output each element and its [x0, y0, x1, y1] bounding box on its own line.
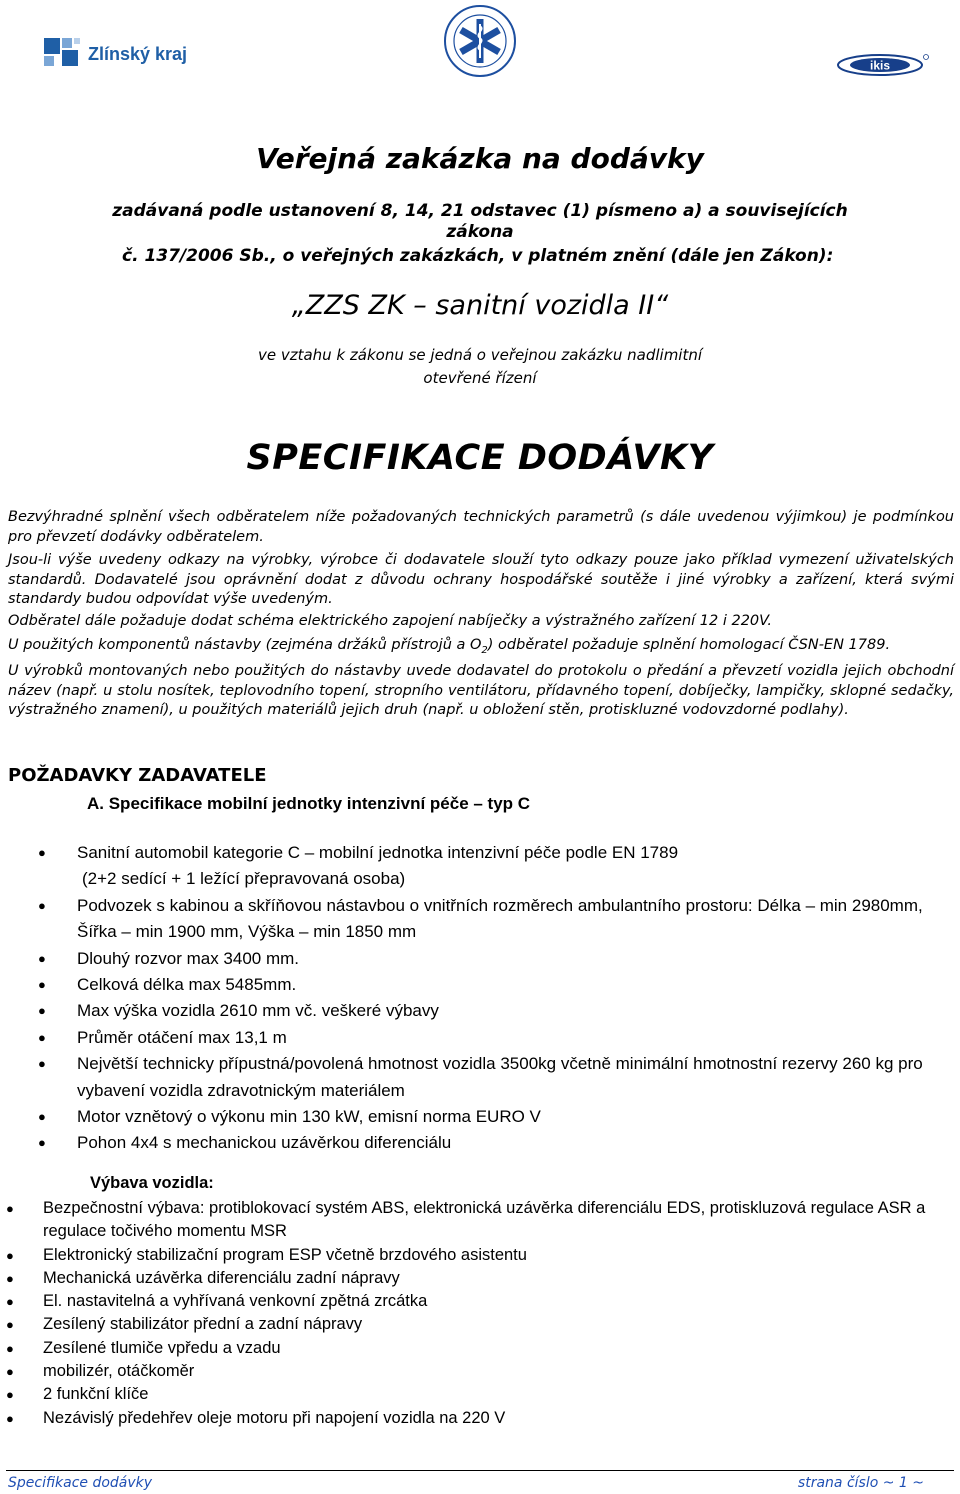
requirements-list [38, 840, 948, 1157]
equipment-heading: Výbava vozidla: [90, 1174, 214, 1192]
list-item: ● Největší technicky přípustná/povolená hmotnost vozidla 3500kg včetně minimální hmotnostní rezervy 260 kg pro vybavení vozidla zdravotnickým materiálem [38, 1054, 923, 1100]
list-item: ● Mechanická uzávěrka diferenciálu zadní nápravy [6, 1268, 400, 1287]
paragraph-protocol: U výrobků montovaných nebo použitých do nástavby uvede dodavatel do protokolu o předání a převzetí vozidla jejich obchodní název (např. u stolu nosítek, teplovodního topení, stropního ventilátoru, přídavného topení, dobíječky, lampičky, sklopné sedačky, výstražného znamení), u použitých materiálů jejich druh (např. u obložení stěn, protiskluzné vodovzdorné podlahy). [8, 663, 954, 718]
paragraph-homologation: U použitých komponentů nástavby (zejména držáků přístrojů a $O_2$) odběratel požaduje splnění homologací ČSN-EN 1789. [8, 637, 891, 656]
list-item: ● Nezávislý předehřev oleje motoru při napojení vozidla na 220 V [6, 1408, 506, 1427]
subtitle-line-2: č. 137/2006 Sb., o veřejných zakázkách, v platném znění (dále jen Zákon): [122, 246, 834, 266]
paragraph-wiring: Odběratel dále požaduje dodat schéma elektrického zapojení nabíječky a výstražného zařízení 12 i 220V. [8, 613, 773, 629]
list-item: ● 2 funkční klíče [6, 1385, 149, 1404]
subtitle-line-1: zadávaná podle ustanovení 8, 14, 21 odstavec (1) písmeno a) a souvisejících [112, 201, 848, 221]
contract-name: „ZZS ZK – sanitní vozidla II“ [291, 290, 669, 321]
ikis-logo [835, 52, 930, 78]
page-header [0, 0, 960, 90]
list-item: ● Zesílené tlumiče vpředu a vzadu [6, 1338, 281, 1357]
list-item: ● Elektronický stabilizační program ESP včetně brzdového asistentu [6, 1245, 527, 1264]
list-item: ● Bezpečnostní výbava: protiblokovací systém ABS, elektronická uzávěrka diferenciálu EDS, protiskluzová regulace ASR a regulace točivého momentu MSR [6, 1199, 926, 1241]
zk-squares-icon [44, 38, 82, 72]
document-title: Veřejná zakázka na dodávky [256, 142, 704, 175]
list-item: ● mobilizér, otáčkoměr [6, 1362, 195, 1381]
list-item: ● Pohon 4x4 s mechanickou uzávěrkou diferenciálu [38, 1133, 452, 1153]
paragraph-references: Jsou-li výše uvedeny odkazy na výrobky, výrobce či dodavatele slouží tyto odkazy pouze jako příklad vymezení uživatelských standardů. Dodavatelé jsou oprávnění dodat z důvodu ochrany hospodářské soutěže i jiné výrobky a zařízení, která svými standardy budou odpovídat výše uvedeným. [8, 552, 954, 607]
relation-line-2: otevřené řízení [423, 369, 537, 387]
spec-heading: SPECIFIKACE DODÁVKY [246, 438, 714, 478]
zk-logo-text: Zlínský kraj [88, 44, 188, 64]
subtitle-line-1b: zákona [446, 222, 514, 242]
list-item: ● Max výška vozidla 2610 mm vč. veškeré výbavy [38, 1001, 439, 1021]
list-item: ● Celková délka max 5485mm. [38, 975, 297, 995]
footer-divider [6, 1470, 954, 1471]
equipment-list [6, 1197, 936, 1430]
list-item: ● Zesílený stabilizátor přední a zadní nápravy [6, 1315, 363, 1334]
relation-line-1: ve vztahu k zákonu se jedná o veřejnou zakázku nadlimitní [257, 346, 703, 364]
list-item: ● El. nastavitelná a vyhřívaná venkovní zpětná zrcátka [6, 1292, 428, 1311]
list-item: ● Sanitní automobil kategorie C – mobilní jednotka intenzivní péče podle EN 1789 (2+2 sedící + 1 ležící přepravovaná osoba) [38, 843, 679, 889]
list-item: ● Dlouhý rozvor max 3400 mm. [38, 948, 300, 968]
footer-page-number: strana číslo ~ 1 ~ [797, 1475, 924, 1491]
list-item: ● Průměr otáčení max 13,1 m [38, 1027, 287, 1047]
footer-doc-name: Specifikace dodávky [8, 1475, 153, 1491]
zzs-emblem-icon [443, 4, 517, 78]
paragraph-conditions: Bezvýhradné splnění všech odběratelem níže požadovaných technických parametrů (s dále uvedenou výjimkou) je podmínkou pro převzetí dodávky odběratelem. [8, 509, 954, 545]
spec-a-title: A. Specifikace mobilní jednotky intenzivní péče – typ C [87, 794, 531, 813]
zlinsky-kraj-logo [44, 38, 204, 74]
requirements-heading: POŽADAVKY ZADAVATELE [8, 765, 267, 786]
list-item: ● Motor vznětový o výkonu min 130 kW, emisní norma EURO V [38, 1107, 541, 1127]
list-item: ● Podvozek s kabinou a skříňovou nástavbou o vnitřních rozměrech ambulantního prostoru: Délka – min 2980mm, Šířka – min 1900 mm, Výška – min 1850 mm [38, 895, 923, 942]
ikis-logo-text: ikis [869, 58, 891, 73]
